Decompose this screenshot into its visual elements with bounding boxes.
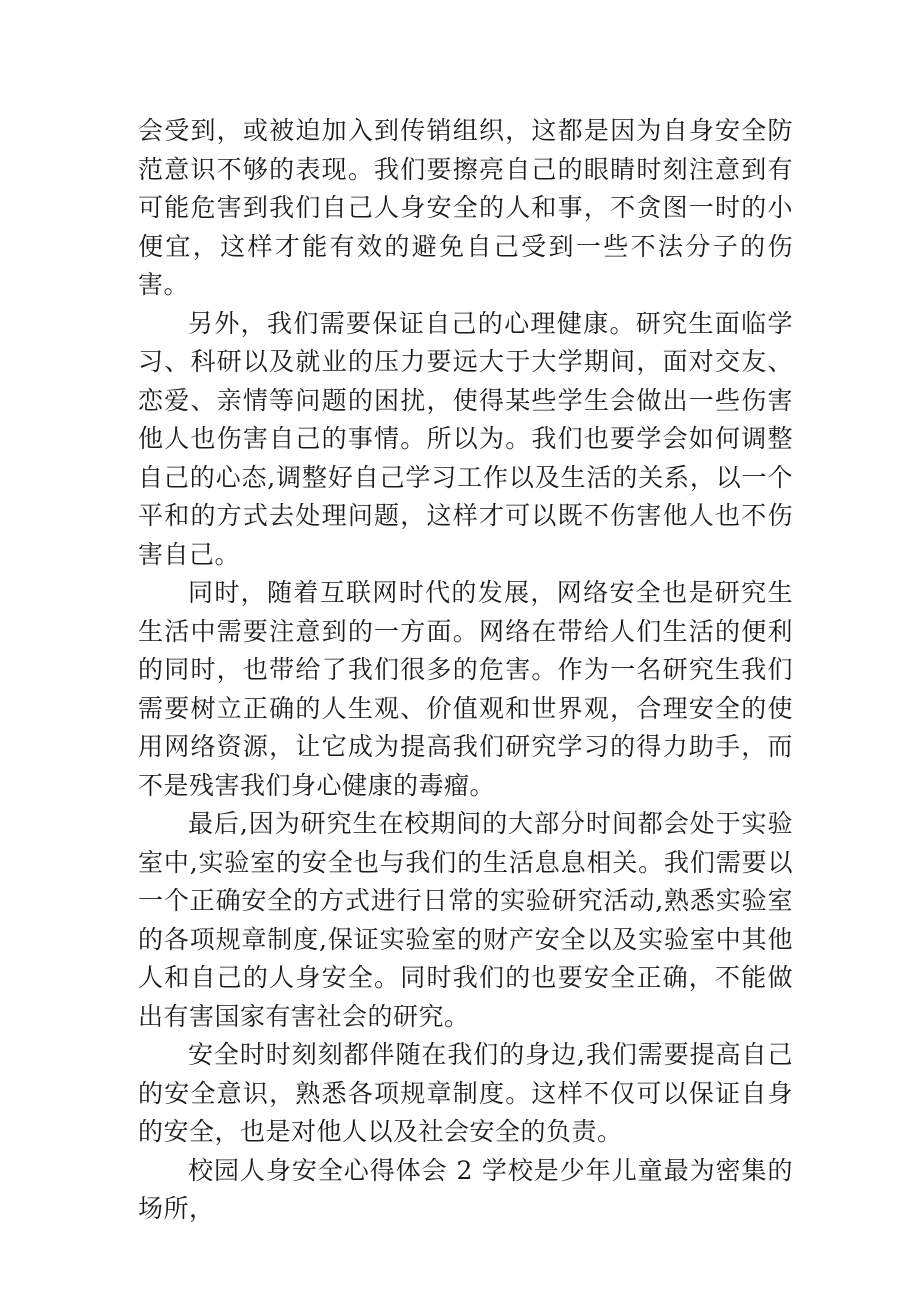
- paragraph-3: 同时，随着互联网时代的发展，网络安全也是研究生生活中需要注意到的一方面。网络在带给人们生活的便利的同时，也带给了我们很多的危害。作为一名研究生我们需要树立正确的人生观、价值观和世界观，合理安全的使用网络资源，让它成为提高我们研究学习的得力助手，而不是残害我们身心健康的毒瘤。: [138, 578, 793, 800]
- paragraph-4: 最后,因为研究生在校期间的大部分时间都会处于实验室中,实验室的安全也与我们的生活息息相关。我们需要以一个正确安全的方式进行日常的实验研究活动,熟悉实验室的各项规章制度,保证实验室的财产安全以及实验室中其他人和自己的人身安全。同时我们的也要安全正确，不能做出有害国家有害社会的研究。: [138, 809, 793, 1031]
- paragraph-5: 安全时时刻刻都伴随在我们的身边,我们需要提高自己的安全意识，熟悉各项规章制度。这样不仅可以保证自身的安全，也是对他人以及社会安全的负责。: [138, 1040, 793, 1146]
- paragraph-2: 另外，我们需要保证自己的心理健康。研究生面临学习、科研以及就业的压力要远大于大学期间，面对交友、恋爱、亲情等问题的困扰，使得某些学生会做出一些伤害他人也伤害自己的事情。所以为。我们也要学会如何调整自己的心态,调整好自己学习工作以及生活的关系，以一个平和的方式去处理问题，这样才可以既不伤害他人也不伤害自己。: [138, 308, 793, 569]
- document-page: [138, 112, 793, 1229]
- paragraph-6: 校园人身安全心得体会 2 学校是少年儿童最为密集的场所，: [138, 1155, 793, 1223]
- paragraph-1: 会受到，或被迫加入到传销组织，这都是因为自身安全防范意识不够的表现。我们要擦亮自己的眼睛时刻注意到有可能危害到我们自己人身安全的人和事，不贪图一时的小便宜，这样才能有效的避免自己受到一些不法分子的伤害。: [138, 116, 793, 299]
